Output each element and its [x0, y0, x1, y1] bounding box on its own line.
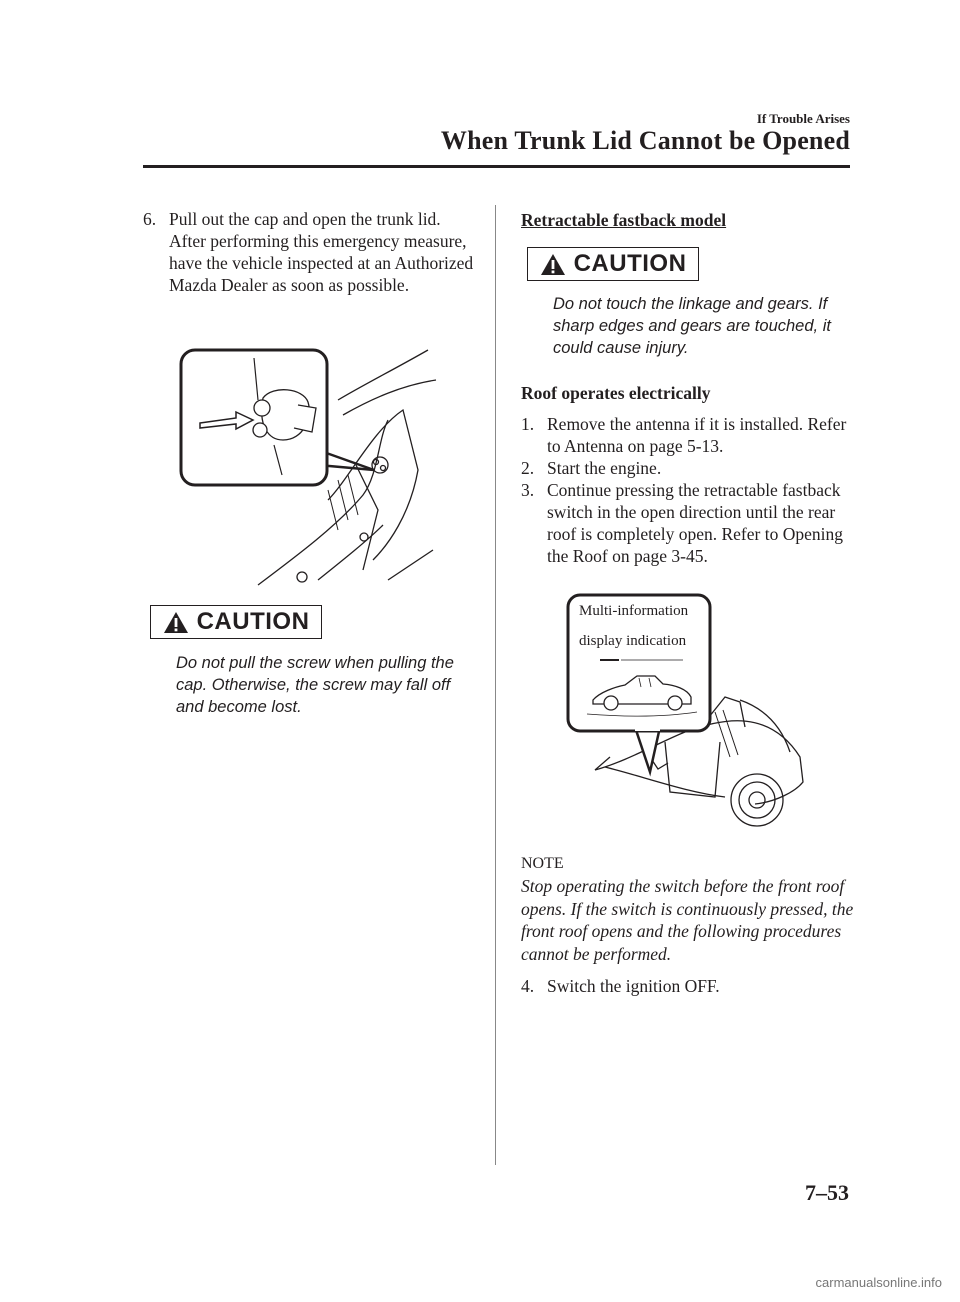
display-callout-label-1: Multi-information [579, 603, 689, 619]
display-callout-label-2: display indication [579, 633, 687, 649]
header-rule [143, 165, 850, 168]
step-text: Pull out the cap and open the trunk lid. After performing this emergency measure, have the vehicle inspected at an Authorized Mazda Dealer as soon as possible. [169, 209, 474, 295]
caution-label: CAUTION [573, 250, 687, 277]
section-label: If Trouble Arises [756, 111, 850, 126]
step-number: 1. [521, 414, 535, 434]
roof-illustration [565, 592, 815, 842]
watermark: carmanualsonline.info [815, 1275, 942, 1290]
caution-badge-right [527, 247, 699, 281]
step-6 [143, 208, 475, 320]
step-number: 2. [521, 458, 535, 478]
step-text: Continue pressing the retractable fastback switch in the open direction until the rear roof is completely open. Refer to Opening the Roof on page 3-45. [547, 480, 843, 566]
roof-heading: Roof operates electrically [521, 383, 711, 403]
caution-text-left: Do not pull the screw when pulling the cap. Otherwise, the screw may fall off and become lost. [176, 654, 454, 716]
model-heading: Retractable fastback model [521, 210, 727, 230]
caution-label: CAUTION [196, 608, 310, 635]
page-number: 7–53 [805, 1180, 849, 1205]
step-3 [521, 479, 851, 589]
caution-badge-left [150, 605, 322, 639]
warning-triangle-icon [163, 611, 189, 634]
step-2 [521, 457, 851, 479]
step-number: 3. [521, 480, 535, 500]
step-text: Switch the ignition OFF. [547, 976, 720, 996]
step-text: Start the engine. [547, 458, 662, 478]
note-text: Stop operating the switch before the front roof opens. If the switch is continuously pressed, the front roof opens and the following procedures cannot be performed. [521, 876, 854, 964]
column-divider [495, 205, 496, 1165]
step-4 [521, 975, 851, 997]
step-number: 4. [521, 976, 535, 996]
trunk-lid-illustration [178, 340, 440, 590]
warning-triangle-icon [540, 253, 566, 276]
note-label: NOTE [521, 855, 564, 872]
caution-text-right: Do not touch the linkage and gears. If sharp edges and gears are touched, it could cause injury. [553, 295, 831, 357]
step-number: 6. [143, 209, 157, 229]
page-title: When Trunk Lid Cannot be Opened [440, 126, 850, 155]
step-1 [521, 413, 851, 457]
step-text: Remove the antenna if it is installed. Refer to Antenna on page 5-13. [547, 414, 847, 456]
